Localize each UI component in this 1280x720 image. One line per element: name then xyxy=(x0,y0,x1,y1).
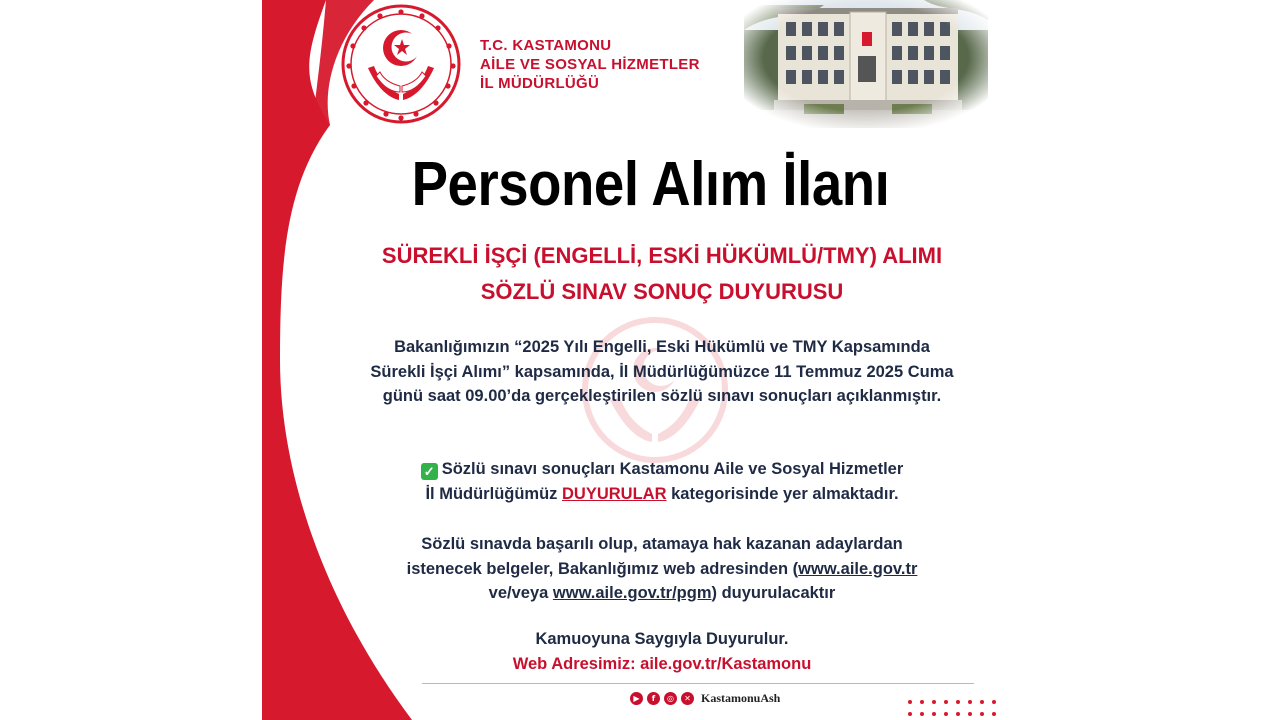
footer-divider xyxy=(422,683,974,684)
documents-line-3-before: ve/veya xyxy=(488,584,553,602)
paragraph-1-line-1: Bakanlığımızın “2025 Yılı Engelli, Eski Hükümlü ve TMY Kapsamında xyxy=(394,338,930,356)
aile-gov-pgm-link[interactable]: www.aile.gov.tr/pgm xyxy=(552,584,712,602)
social-bar xyxy=(630,690,780,706)
x-icon[interactable]: ✕ xyxy=(681,692,694,705)
organization-name xyxy=(480,36,700,93)
paragraph-1-line-3: günü saat 09.00’da gerçekleştirilen sözlü sınavı sonuçları açıklanmıştır. xyxy=(382,387,942,405)
youtube-icon[interactable]: ▶ xyxy=(630,692,643,705)
check-mark-icon: ✓ xyxy=(421,463,438,480)
aile-gov-link[interactable]: www.aile.gov.tr xyxy=(798,559,918,578)
results-paragraph xyxy=(302,457,1018,506)
paragraph-1-line-2: Sürekli İşçi Alımı” kapsamında, İl Müdürlüğümüzce 11 Temmuz 2025 Cuma xyxy=(370,362,954,381)
results-line-2 xyxy=(302,482,1018,507)
building-photo xyxy=(744,0,988,128)
social-handle: KastamonuAsh xyxy=(701,690,781,705)
ministry-logo xyxy=(334,2,469,126)
results-line-1 xyxy=(302,457,1018,482)
page-title: Personel Alım İlanı xyxy=(411,150,890,219)
documents-line-2 xyxy=(302,557,1018,582)
instagram-icon[interactable]: ◎ xyxy=(664,692,677,705)
subtitle-line-2: SÖZLÜ SINAV SONUÇ DUYURUSU xyxy=(480,279,844,304)
subtitle-line-1: SÜREKLİ İŞÇİ (ENGELLİ, ESKİ HÜKÜMLÜ/TMY) ALIMI xyxy=(381,243,943,268)
web-address-line: Web Adresimiz: aile.gov.tr/Kastamonu xyxy=(512,654,812,673)
results-line-1-text: Sözlü sınavı sonuçları Kastamonu Aile ve Sosyal Hizmetler xyxy=(441,460,904,478)
documents-paragraph xyxy=(302,532,1018,606)
subtitle xyxy=(302,238,1018,310)
org-line-1: T.C. KASTAMONU xyxy=(480,37,612,54)
closing-line: Kamuoyuna Saygıyla Duyurulur. xyxy=(535,630,789,648)
announcement-poster xyxy=(262,0,1018,720)
results-line-2-after: kategorisinde yer almaktadır. xyxy=(666,484,899,503)
documents-line-3 xyxy=(302,581,1018,606)
duyurular-highlight: DUYURULAR xyxy=(562,484,667,503)
org-line-2: AİLE VE SOSYAL HİZMETLER xyxy=(480,56,700,73)
facebook-icon[interactable]: f xyxy=(647,692,660,705)
announcement-paragraph xyxy=(302,335,1018,409)
closing-block xyxy=(302,627,1018,676)
documents-line-3-after: ) duyurulacaktır xyxy=(711,584,836,602)
dot-pattern xyxy=(904,696,1000,720)
results-line-2-before: İl Müdürlüğümüz xyxy=(425,484,563,503)
documents-line-1: Sözlü sınavda başarılı olup, atamaya hak kazanan adaylardan xyxy=(421,535,903,553)
org-line-3: İL MÜDÜRLÜĞÜ xyxy=(480,75,600,92)
documents-line-2-before: istenecek belgeler, Bakanlığımız web adresinden ( xyxy=(406,559,799,578)
